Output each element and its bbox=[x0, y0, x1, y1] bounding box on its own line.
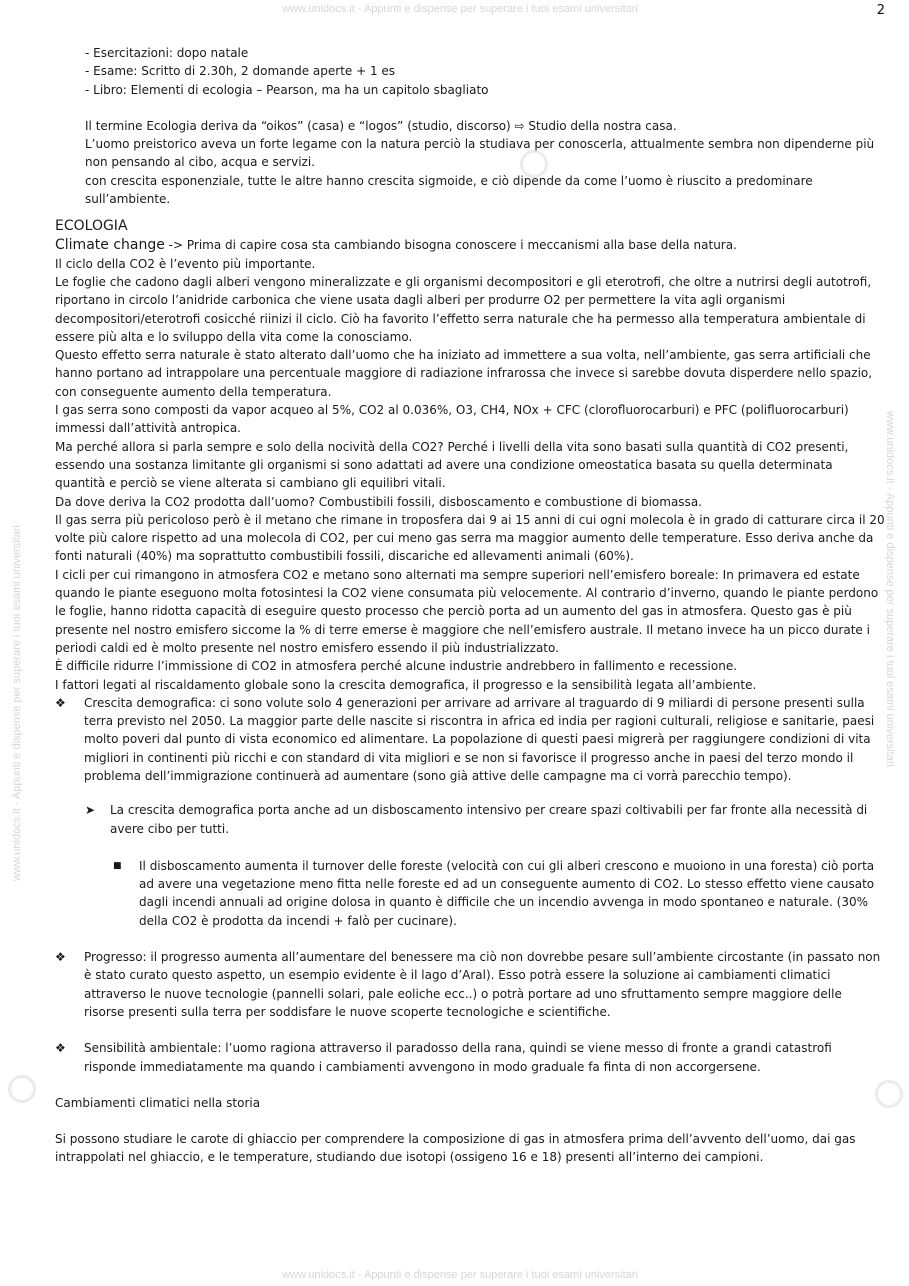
square-bullet-icon: ■ bbox=[113, 860, 122, 871]
intro-paragraph bbox=[55, 117, 885, 208]
paragraph: Il ciclo della CO2 è l’evento più importante. bbox=[55, 256, 316, 271]
list-item-growth-sub-sub bbox=[55, 857, 885, 930]
section-title: ECOLOGIA bbox=[55, 218, 128, 235]
growth-sub-sub-text: Il disboscamento aumenta il turnover delle foreste (velocità con cui gli alberi crescono e muoiono in una foresta) ciò porta ad avere una vegetazione meno fitta nelle foreste ed ad un conseguente aumento di CO2. Lo stesso effetto viene causato dagli incendi annuali ad origine dolosa in quanto è difficile che un incendio avvenga in modo spontaneo e naturale. (30% della CO2 è prodotta da incendi + falò per cucinare). bbox=[139, 858, 875, 928]
four-diamond-bullet-icon: ❖ bbox=[55, 1041, 66, 1056]
paragraph: Ma perché allora si parla sempre e solo della nocività della CO2? Perché i livelli della vita sono basati sulla quantità di CO2 presenti, essendo una sostanza limitante gli organismi si sono adattati ad avere una condizione omeostatica basata su quella determinata quantità e perciò se viene alterata si cambiano gli equilibri vitali. bbox=[55, 439, 849, 491]
four-diamond-bullet-icon: ❖ bbox=[55, 950, 66, 965]
history-text: Si possono studiare le carote di ghiaccio per comprendere la composizione di gas in atmosfera prima dell’avvento dell’uomo, dai gas intrappolati nel ghiaccio, e le temperature, studiando due isotopi (ossigeno 16 e 18) presenti all’interno dei campioni. bbox=[55, 1132, 856, 1165]
intro-list-item: - Esercitazioni: dopo natale bbox=[85, 46, 249, 60]
growth-text: Crescita demografica: ci sono volute solo 4 generazioni per arrivare ad arrivare al traguardo di 9 miliardi di persone presenti sulla terra previsto nel 2050. La maggior parte delle nascite si riscontra in africa ed india per ragioni culturali, religiose e sanitarie, paesi molto poveri dal punto di vista economico ed alimentare. La popolazione di questi paesi migrerà per raggiungere condizioni di vita migliori in continenti più ricchi e con standard di vita migliori e se non si favorisce il progresso anche in paesi del terzo mondo il problema dell’immigrazione continuerà ad aumentare (sono già attive delle campagne ma ci vorrà parecchio tempo). bbox=[84, 695, 875, 783]
watermark-logo-icon bbox=[8, 1075, 36, 1103]
sensitivity-text: Sensibilità ambientale: l’uomo ragiona attraverso il paradosso della rana, quindi se viene messo di fronte a grandi catastrofi risponde immediatamente ma quando i cambiamenti avvengono in modo graduale fa finta di non accorgersene. bbox=[84, 1041, 832, 1074]
growth-sub-text: La crescita demografica porta anche ad un disboscamento intensivo per creare spazi coltivabili per far fronte alla necessità di avere cibo per tutti. bbox=[110, 803, 868, 836]
paragraph: con crescita esponenziale, tutte le altre hanno crescita sigmoide, e ciò dipende da come l’uomo è riuscito a predominare sull’ambiente. bbox=[85, 173, 813, 207]
list-item-sensitivity bbox=[55, 1039, 885, 1076]
paragraph: I gas serra sono composti da vapor acqueo al 5%, CO2 al 0.036%, O3, CH4, NOx + CFC (clorofluorocarburi) e PFC (polifluorocarburi) immessi dall’attività antropica. bbox=[55, 403, 849, 436]
page-number: 2 bbox=[876, 3, 885, 18]
list-item-growth-sub bbox=[55, 801, 885, 838]
paragraph: Da dove deriva la CO2 prodotta dall’uomo? Combustibili fossili, disboscamento e combustione di biomassa. bbox=[55, 494, 702, 509]
paragraph: Il gas serra più pericoloso però è il metano che rimane in troposfera dai 9 ai 15 anni di cui ogni molecola è in grado di catturare circa il 20 volte più calore rispetto ad una molecola di CO2, per cui meno gas serra ma maggior aumento delle temperature. Esso deriva anche da fonti naturali (40%) ma soprattutto combustibili fossili, discariche ed allevamenti animali (60%). bbox=[55, 512, 885, 564]
four-diamond-bullet-icon: ❖ bbox=[55, 695, 66, 710]
paragraph: I cicli per cui rimangono in atmosfera CO2 e metano sono alternati ma sempre superiori nell’emisfero boreale: In primavera ed estate quando le piante eseguono molta fotosintesi la CO2 viene consumata più velocemente. Al contrario d’inverno, quando le piante perdono le foglie, hanno ridotta capacità di eseguire questo processo che perciò porta ad un aumento del gas in atmosfera. Questo gas è più presente nel nostro emisfero siccome la % di terre emerse è maggiore che nell’emisfero australe. Il metano invece ha un picco durate i periodi caldi ed è molto presente nel nostro emisfero essendo il più industrializzato. bbox=[55, 567, 879, 655]
paragraph: È difficile ridurre l’immissione di CO2 in atmosfera perché alcune industrie andrebbero in fallimento e recessione. bbox=[55, 659, 738, 674]
paragraph: I fattori legati al riscaldamento globale sono la crescita demografica, il progresso e la sensibilità legata all’ambiente. bbox=[55, 677, 757, 692]
watermark-top: www.unidocs.it - Appunti e dispense per superare i tuoi esami universitari bbox=[282, 3, 638, 15]
history-title: Cambiamenti climatici nella storia bbox=[55, 1095, 261, 1110]
intro-list-item: - Libro: Elementi di ecologia – Pearson, ma ha un capitolo sbagliato bbox=[85, 82, 489, 97]
document-body bbox=[55, 44, 885, 1167]
climate-section bbox=[55, 236, 885, 693]
list-item-progress bbox=[55, 948, 885, 1021]
watermark-side-right: www.unidocs.it - Appunti e dispense per superare i tuoi esami universitari bbox=[884, 411, 896, 767]
list-item-growth bbox=[55, 694, 885, 785]
climate-lead: Climate change bbox=[55, 237, 165, 254]
watermark-bottom: www.unidocs.it - Appunti e dispense per superare i tuoi esami universitari bbox=[282, 1269, 638, 1281]
intro-list bbox=[55, 44, 885, 99]
paragraph: Il termine Ecologia deriva da “oikos” (casa) e “logos” (studio, discorso) ⇨ Studio della nostra casa. bbox=[85, 118, 677, 133]
climate-lead-rest: -> Prima di capire cosa sta cambiando bisogna conoscere i meccanismi alla base della natura. bbox=[164, 238, 737, 253]
paragraph: Le foglie che cadono dagli alberi vengono mineralizzate e gli organismi decompositori e gli eterotrofi, che oltre a nutrirsi degli autotrofi, riportano in circolo l’anidride carbonica che viene usata dagli alberi per produrre O2 per permettere la vita agli organismi decompositori/eterotrofi cosicché riinizi il ciclo. Ciò ha favorito l’effetto serra naturale che ha permesso alla temperatura ambientale di essere più alta e lo sviluppo della vita come la conosciamo. bbox=[55, 274, 872, 344]
progress-text: Progresso: il progresso aumenta all’aumentare del benessere ma ciò non dovrebbe pesare sull’ambiente circostante (in passato non è stato curato questo aspetto, un esempio evidente è il lago d’Aral). Esso potrà essere la soluzione ai cambiamenti climatici attraverso le nuove tecnologie (pannelli solari, pale eoliche ecc..) o potrà portare ad uno sfruttamento sempre maggiore delle risorse presenti sulla terra per soddisfare le nuove scoperte tecnologiche e scientifiche. bbox=[84, 950, 881, 1019]
watermark-side-left: www.unidocs.it - Appunti e dispense per superare i tuoi esami universitari bbox=[11, 525, 23, 881]
paragraph: L’uomo preistorico aveva un forte legame con la natura perciò la studiava per conoscerla, attualmente sembra non dipenderne più non pensando al cibo, acqua e servizi. bbox=[85, 137, 875, 170]
arrow-bullet-icon: ➤ bbox=[85, 803, 96, 818]
paragraph: Questo effetto serra naturale è stato alterato dall’uomo che ha iniziato ad immettere a sua volta, nell’ambiente, gas serra artificiali che hanno portano ad intrappolare una percentuale maggiore di radiazione infrarossa che invece si sarebbe dovuta disperdere nello spazio, con conseguente aumento della temperatura. bbox=[55, 348, 873, 399]
intro-list-item: - Esame: Scritto di 2.30h, 2 domande aperte + 1 es bbox=[85, 64, 396, 79]
